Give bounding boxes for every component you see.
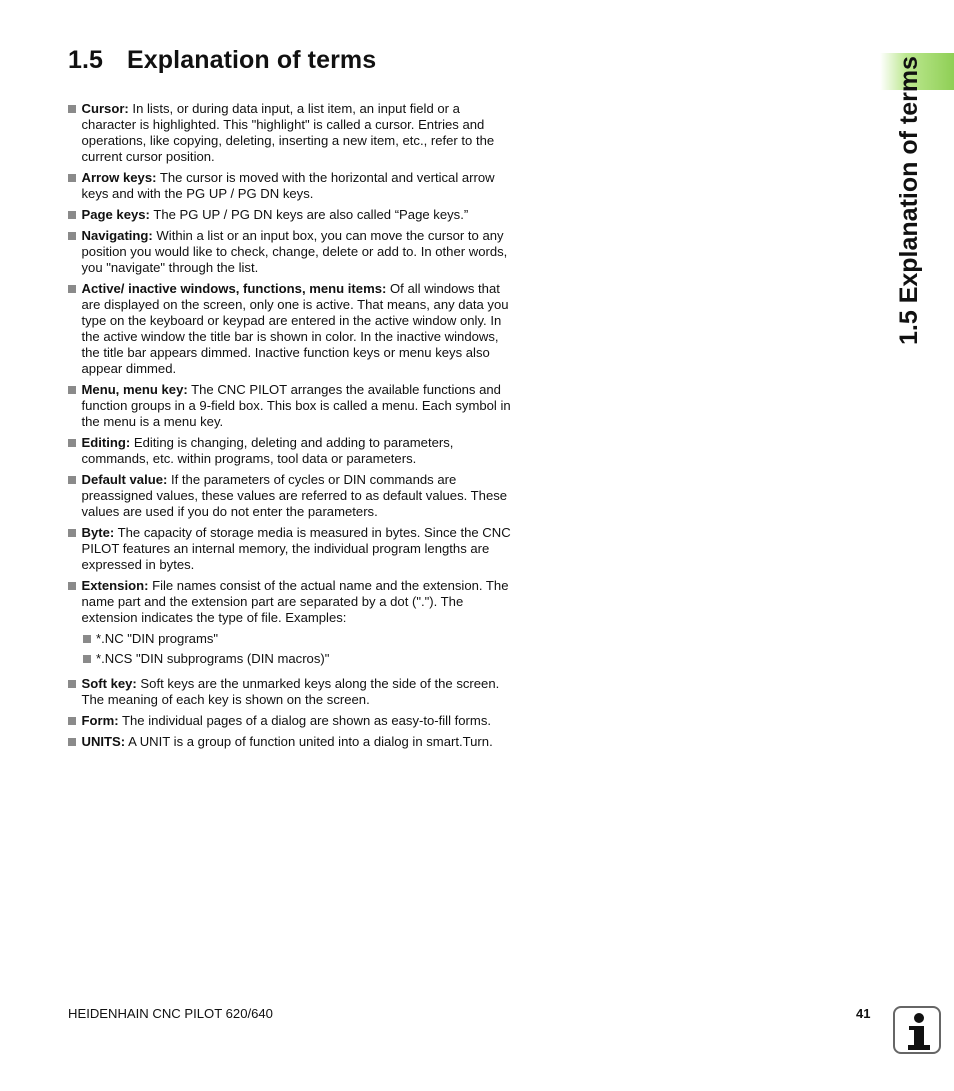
bullet-icon	[83, 655, 91, 663]
term-item-active-windows	[68, 281, 512, 377]
term-label: Navigating:	[81, 228, 153, 243]
extension-example-ncs	[68, 651, 512, 667]
term-item-byte	[68, 525, 512, 573]
term-item-page-keys	[68, 207, 512, 223]
term-text: A UNIT is a group of function united into a dialog in smart.Turn.	[125, 734, 493, 749]
example-text: *.NCS "DIN subprograms (DIN macros)"	[96, 651, 330, 666]
term-item-editing	[68, 435, 512, 467]
section-title: Explanation of terms	[127, 46, 377, 74]
term-text: If the parameters of cycles or DIN commands are preassigned values, these values are referred to as default values. These values are used if you do not enter the parameters.	[81, 472, 508, 519]
terms-list	[68, 101, 512, 755]
bullet-icon	[68, 386, 76, 394]
term-label: Arrow keys:	[81, 170, 157, 185]
term-item-default-value	[68, 472, 512, 520]
bullet-icon	[68, 476, 76, 484]
bullet-icon	[68, 439, 76, 447]
term-text: The cursor is moved with the horizontal and vertical arrow keys and with the PG UP / PG DN keys.	[81, 170, 495, 201]
term-label: Cursor:	[81, 101, 129, 116]
section-heading	[68, 46, 376, 75]
bullet-icon	[68, 232, 76, 240]
bullet-icon	[68, 680, 76, 688]
term-label: Active/ inactive windows, functions, menu items:	[81, 281, 387, 296]
term-label: UNITS:	[81, 734, 126, 749]
footer-manual-title: HEIDENHAIN CNC PILOT 620/640	[68, 1006, 273, 1021]
bullet-icon	[68, 174, 76, 182]
side-title-label: 1.5 Explanation of terms	[895, 56, 923, 345]
info-icon-stem	[914, 1026, 924, 1046]
term-text: The PG UP / PG DN keys are also called “Page keys.”	[149, 207, 469, 222]
info-icon	[893, 1006, 941, 1054]
example-text: *.NC "DIN programs"	[96, 631, 219, 646]
info-icon-dot	[914, 1013, 924, 1023]
bullet-icon	[68, 105, 76, 113]
term-text: Editing is changing, deleting and adding to parameters, commands, etc. within programs, tool data or parameters.	[81, 435, 454, 466]
term-text: Soft keys are the unmarked keys along the side of the screen. The meaning of each key is shown on the screen.	[81, 676, 500, 707]
bullet-icon	[68, 582, 76, 590]
term-item-extension	[68, 578, 512, 626]
info-icon-serif-bottom	[908, 1045, 930, 1050]
term-label: Byte:	[81, 525, 115, 540]
bullet-icon	[68, 717, 76, 725]
term-label: Page keys:	[81, 207, 150, 222]
term-label: Editing:	[81, 435, 131, 450]
term-label: Soft key:	[81, 676, 137, 691]
term-label: Menu, menu key:	[81, 382, 188, 397]
term-item-cursor	[68, 101, 512, 165]
bullet-icon	[68, 285, 76, 293]
section-number: 1.5	[68, 46, 104, 74]
term-text: File names consist of the actual name and the extension. The name part and the extension part are separated by a dot ("."). The extension indicates the type of file. Examples:	[81, 578, 509, 625]
term-text: Within a list or an input box, you can move the cursor to any position you would like to check, change, delete or add to. In other words, you "navigate" through the list.	[81, 228, 508, 275]
bullet-icon	[68, 738, 76, 746]
term-item-soft-key	[68, 676, 512, 708]
term-label: Form:	[81, 713, 119, 728]
term-text: Of all windows that are displayed on the screen, only one is active. That means, any data you type on the keyboard or keypad are entered in the active window only. In the active window the title bar is shown in color. In the inactive windows, the title bar appears dimmed. Inactive function keys or menu keys also appear dimmed.	[81, 281, 509, 376]
term-text: The capacity of storage media is measured in bytes. Since the CNC PILOT features an internal memory, the individual program lengths are expressed in bytes.	[81, 525, 511, 572]
bullet-icon	[68, 529, 76, 537]
footer-page-number: 41	[856, 1006, 871, 1021]
term-item-form	[68, 713, 512, 729]
bullet-icon	[68, 211, 76, 219]
term-label: Default value:	[81, 472, 168, 487]
term-item-units	[68, 734, 512, 750]
term-text: In lists, or during data input, a list item, an input field or a character is highlighted. This "highlight" is called a cursor. Entries and operations, like copying, deleting, inserting a new item, etc., refer to the current cursor position.	[81, 101, 495, 164]
term-label: Extension:	[81, 578, 149, 593]
term-item-navigating	[68, 228, 512, 276]
extension-examples	[68, 631, 512, 667]
bullet-icon	[83, 635, 91, 643]
term-item-menu-key	[68, 382, 512, 430]
term-text: The CNC PILOT arranges the available functions and function groups in a 9-field box. This box is called a menu. Each symbol in the menu is a menu key.	[81, 382, 511, 429]
term-item-arrow-keys	[68, 170, 512, 202]
term-text: The individual pages of a dialog are shown as easy-to-fill forms.	[118, 713, 492, 728]
extension-example-nc	[68, 631, 512, 647]
